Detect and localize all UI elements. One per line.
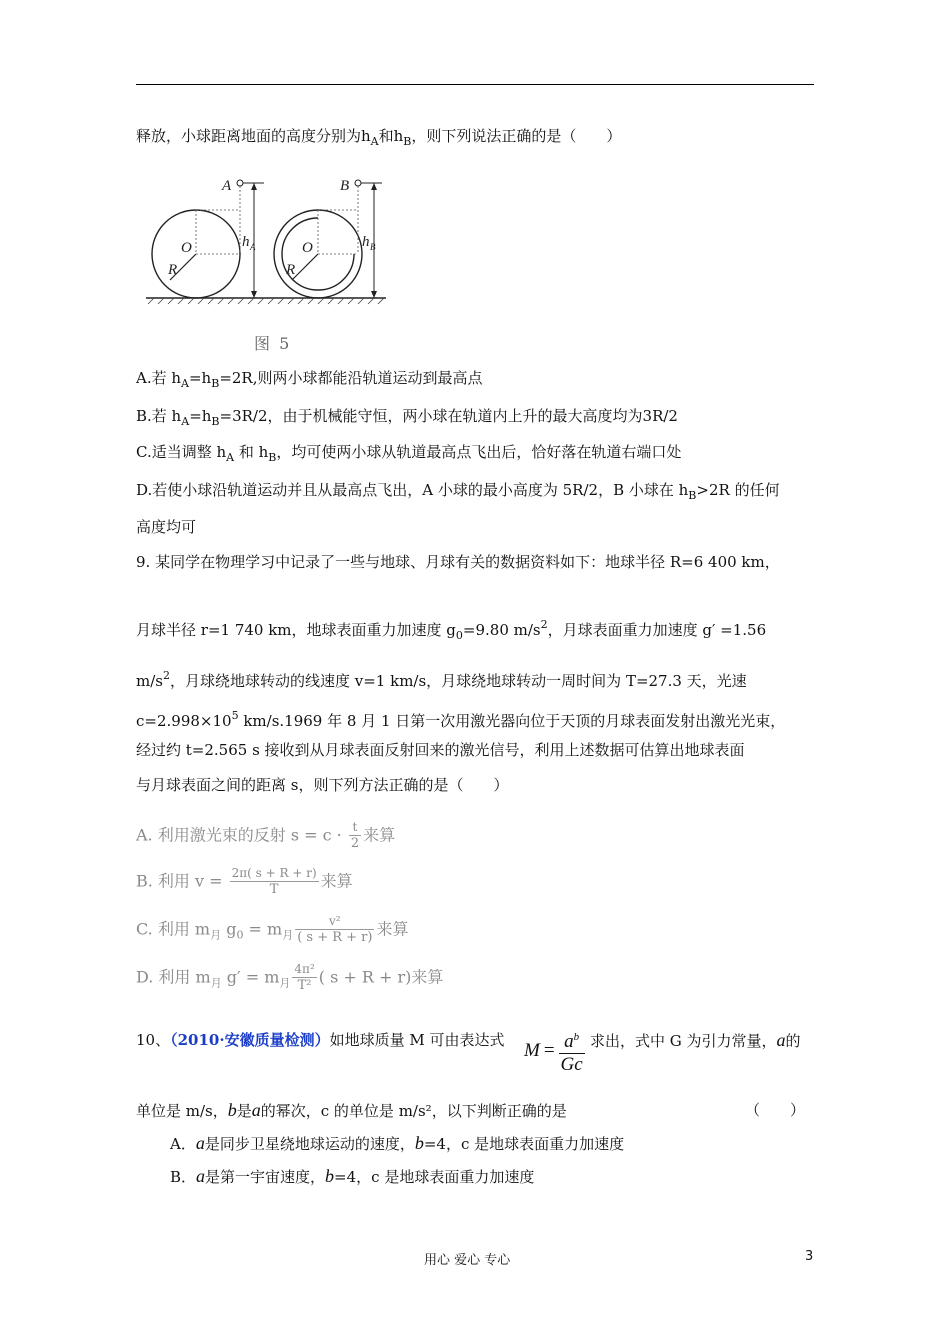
q8-stem-text: ，则下列说法正确的是（ ） [411,127,622,145]
q9-option-d: D. 利用 $m_月$ $g' = m_月$ $\frac{\text{4π²}}{\text{T²}}$ ( s + R + r)来算 [136,962,444,993]
q9-line-5: 经过约 t=2.565 s 接收到从月球表面反射回来的激光信号，利用上述数据可估算出地球表面 [136,741,745,759]
q10-formula: M = $\frac{a^b}{Gc}$ [524,1026,585,1076]
q9-line-6: 与月球表面之间的距离 s，则下列方法正确的是（ ） [136,776,509,794]
q8-option-d-cont: 高度均可 [136,518,197,536]
q10-source: （2010·安徽质量检测） [170,1031,330,1049]
q9-line-2: 月球半径 r=1 740 km，地球表面重力加速度 $g_0=9.80$ $m/s^2$，月球表面重力加速度 g′ =1.56 [136,618,767,642]
q9-option-a: A. 利用激光束的反射 s = c · $\frac{t}{2}$ 来算 [136,820,396,851]
q8-option-c: C.适当调整 $h_A$ 和 $h_B$，均可使两小球从轨道最高点飞出后，恰好落在轨道右端口处 [136,443,682,464]
q10-option-a: A．a是同步卫星绕地球运动的速度，b=4，c 是地球表面重力加速度 [170,1133,625,1153]
label-hB-sub: B [370,242,376,252]
radius-b [292,254,318,280]
ground-hatch [148,298,384,304]
q10-line-1-tail: 求出，式中 G 为引力常量，a的 [590,1030,801,1050]
label-hA: h [242,234,250,250]
q8-sub: B [403,135,412,148]
q8-option-b: B.若 $h_A=h_B=3R/2$，由于机械能守恒，两小球在轨道内上升的最大高度均为3R/2 [136,407,678,428]
ball-b [355,180,361,186]
figure-caption: 图 5 [254,334,292,353]
ball-a [237,180,243,186]
q8-option-a: A.若 $h_A=h_B=2R$,则两小球都能沿轨道运动到最高点 [136,369,483,390]
label-O: O [302,240,313,256]
q9-line-4: $c=2.998\times 10^5$ km/s.1969 年 8 月 1 日第一次用激光器向位于天顶的月球表面发射出激光光束， [136,709,786,730]
page-footer: 用心 爱心 专心 [424,1253,511,1268]
q9-line-3: $m/s^2$，月球绕地球转动的线速度 v=1 km/s，月球绕地球转动一周时间为 T=27.3 天，光速 [136,669,747,690]
q10-line-2: 单位是 m/s，b是a的幂次，c 的单位是 m/s²，以下判断正确的是 [136,1100,567,1120]
page-number: 3 [805,1249,814,1264]
label-R: R [286,262,296,278]
q10-answer-paren: （ ） [745,1101,806,1119]
label-B: B [340,178,350,194]
q8-option-d: D.若使小球沿轨道运动并且从最高点飞出，A 小球的最小高度为 5R/2，B 小球在 $h_B>2R$ 的任何 [136,481,780,502]
label-hB: h [362,234,370,250]
q8-sub: A [370,135,379,148]
q10-option-b: B．a是第一宇宙速度，b=4，c 是地球表面重力加速度 [170,1166,535,1186]
label-O: O [181,240,192,256]
label-hA-sub: A [250,242,256,252]
q8-stem [136,126,621,152]
q9-option-c: C. 利用 $m_月$ $g_0 = m_月$ $\frac{\text{v²}}{( s + R + r)}$ 来算 [136,914,409,945]
q8-stem-text: 和h [378,127,404,145]
label-A: A [222,178,232,194]
header-rule [136,84,814,85]
label-R: R [168,262,178,278]
q8-stem-text: 释放，小球距离地面的高度分别为h [136,127,371,145]
loop-track-figure [146,170,391,310]
q10-line-1: 10、（2010·安徽质量检测）如地球质量 M 可由表达式 [136,1031,505,1049]
q9-line-1: 9. 某同学在物理学习中记录了一些与地球、月球有关的数据资料如下：地球半径 R=6 400 km， [136,553,780,571]
q9-option-b: B. 利用 v = $\frac{2\pi( s + R + r)}{T}$ 来算 [136,866,353,897]
